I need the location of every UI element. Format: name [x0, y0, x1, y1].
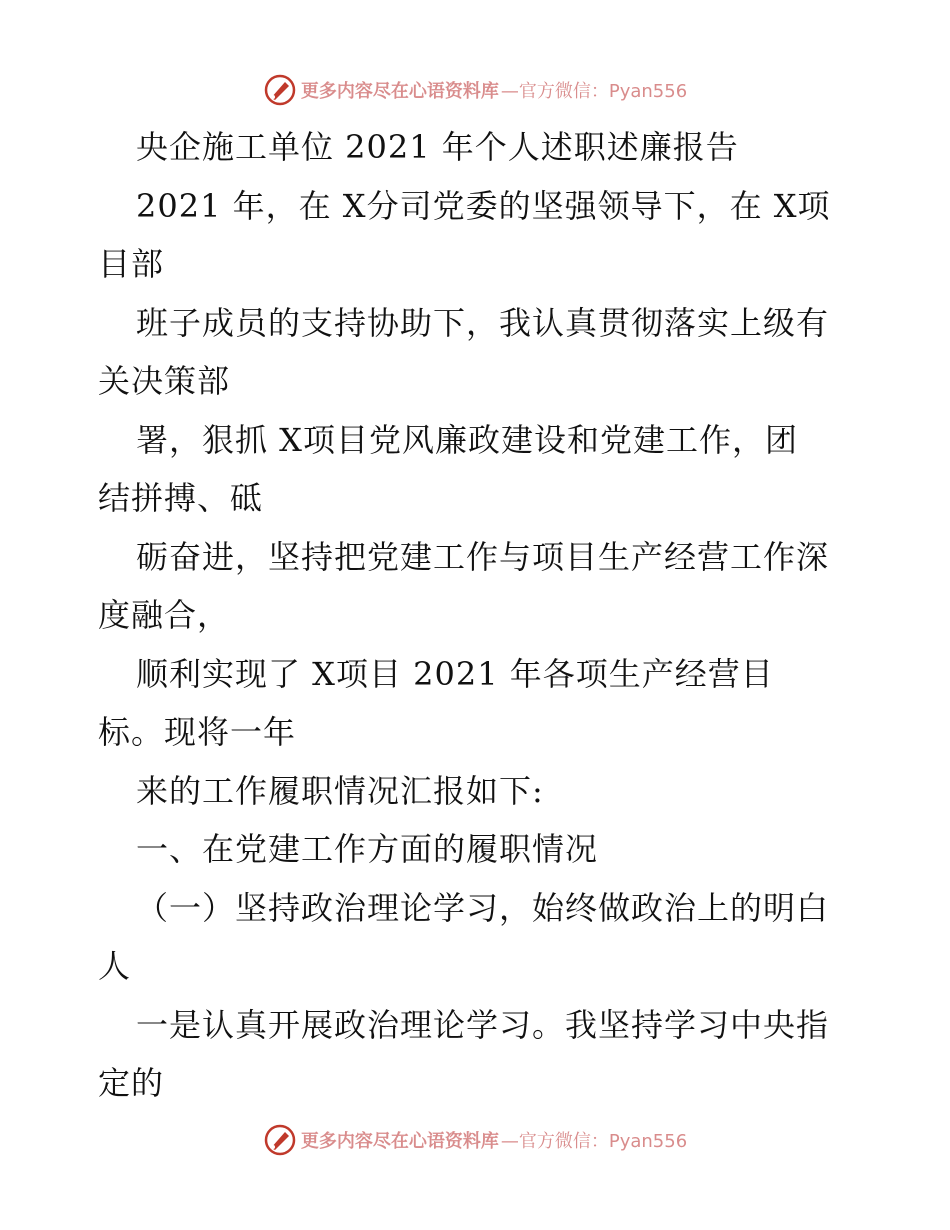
paragraph-line: 来的工作履职情况汇报如下: [136, 771, 544, 810]
paragraph-line: 标。现将一年 [98, 713, 297, 751]
watermark-banner-bottom [0, 1120, 950, 1160]
paragraph-line: 人 [98, 947, 132, 985]
paragraph-line: 顺利实现了 X项目 2021 年各项生产经营目 [136, 654, 774, 693]
paragraph-line: 目部 [98, 245, 165, 283]
paragraph-line: 度融合， [98, 596, 231, 634]
paragraph-line: 结拼搏、砥 [98, 479, 264, 517]
watermark-banner-top [0, 70, 950, 110]
pen-logo-icon [263, 1123, 297, 1157]
subsection-heading: （一）坚持政治理论学习，始终做政治上的明白 [136, 888, 830, 927]
pen-logo-icon [263, 73, 297, 107]
paragraph-line: 关决策部 [98, 362, 231, 400]
paragraph-line: 砺奋进，坚持把党建工作与项目生产经营工作深 [136, 537, 830, 576]
section-heading: 一、在党建工作方面的履职情况 [136, 830, 599, 868]
paragraph-line: 署，狠抓 X项目党风廉政建设和党建工作，团 [136, 420, 798, 459]
paragraph-line: 一是认真开展政治理论学习。我坚持学习中央指 [136, 1005, 830, 1044]
watermark-wechat-text: —官方微信：Pyan556 [500, 81, 688, 102]
watermark-main-text: 更多内容尽在心语资料库 [300, 1131, 499, 1152]
paragraph-line: 2021 年，在 X分司党委的坚强领导下，在 X项 [136, 186, 831, 225]
document-body [98, 118, 858, 1113]
paragraph-line: 定的 [98, 1064, 165, 1102]
document-title: 央企施工单位 2021 年个人述职述廉报告 [136, 128, 739, 166]
watermark-wechat-text: —官方微信：Pyan556 [500, 1131, 688, 1152]
watermark-main-text: 更多内容尽在心语资料库 [300, 81, 499, 102]
paragraph-line: 班子成员的支持协助下，我认真贯彻落实上级有 [136, 303, 830, 342]
